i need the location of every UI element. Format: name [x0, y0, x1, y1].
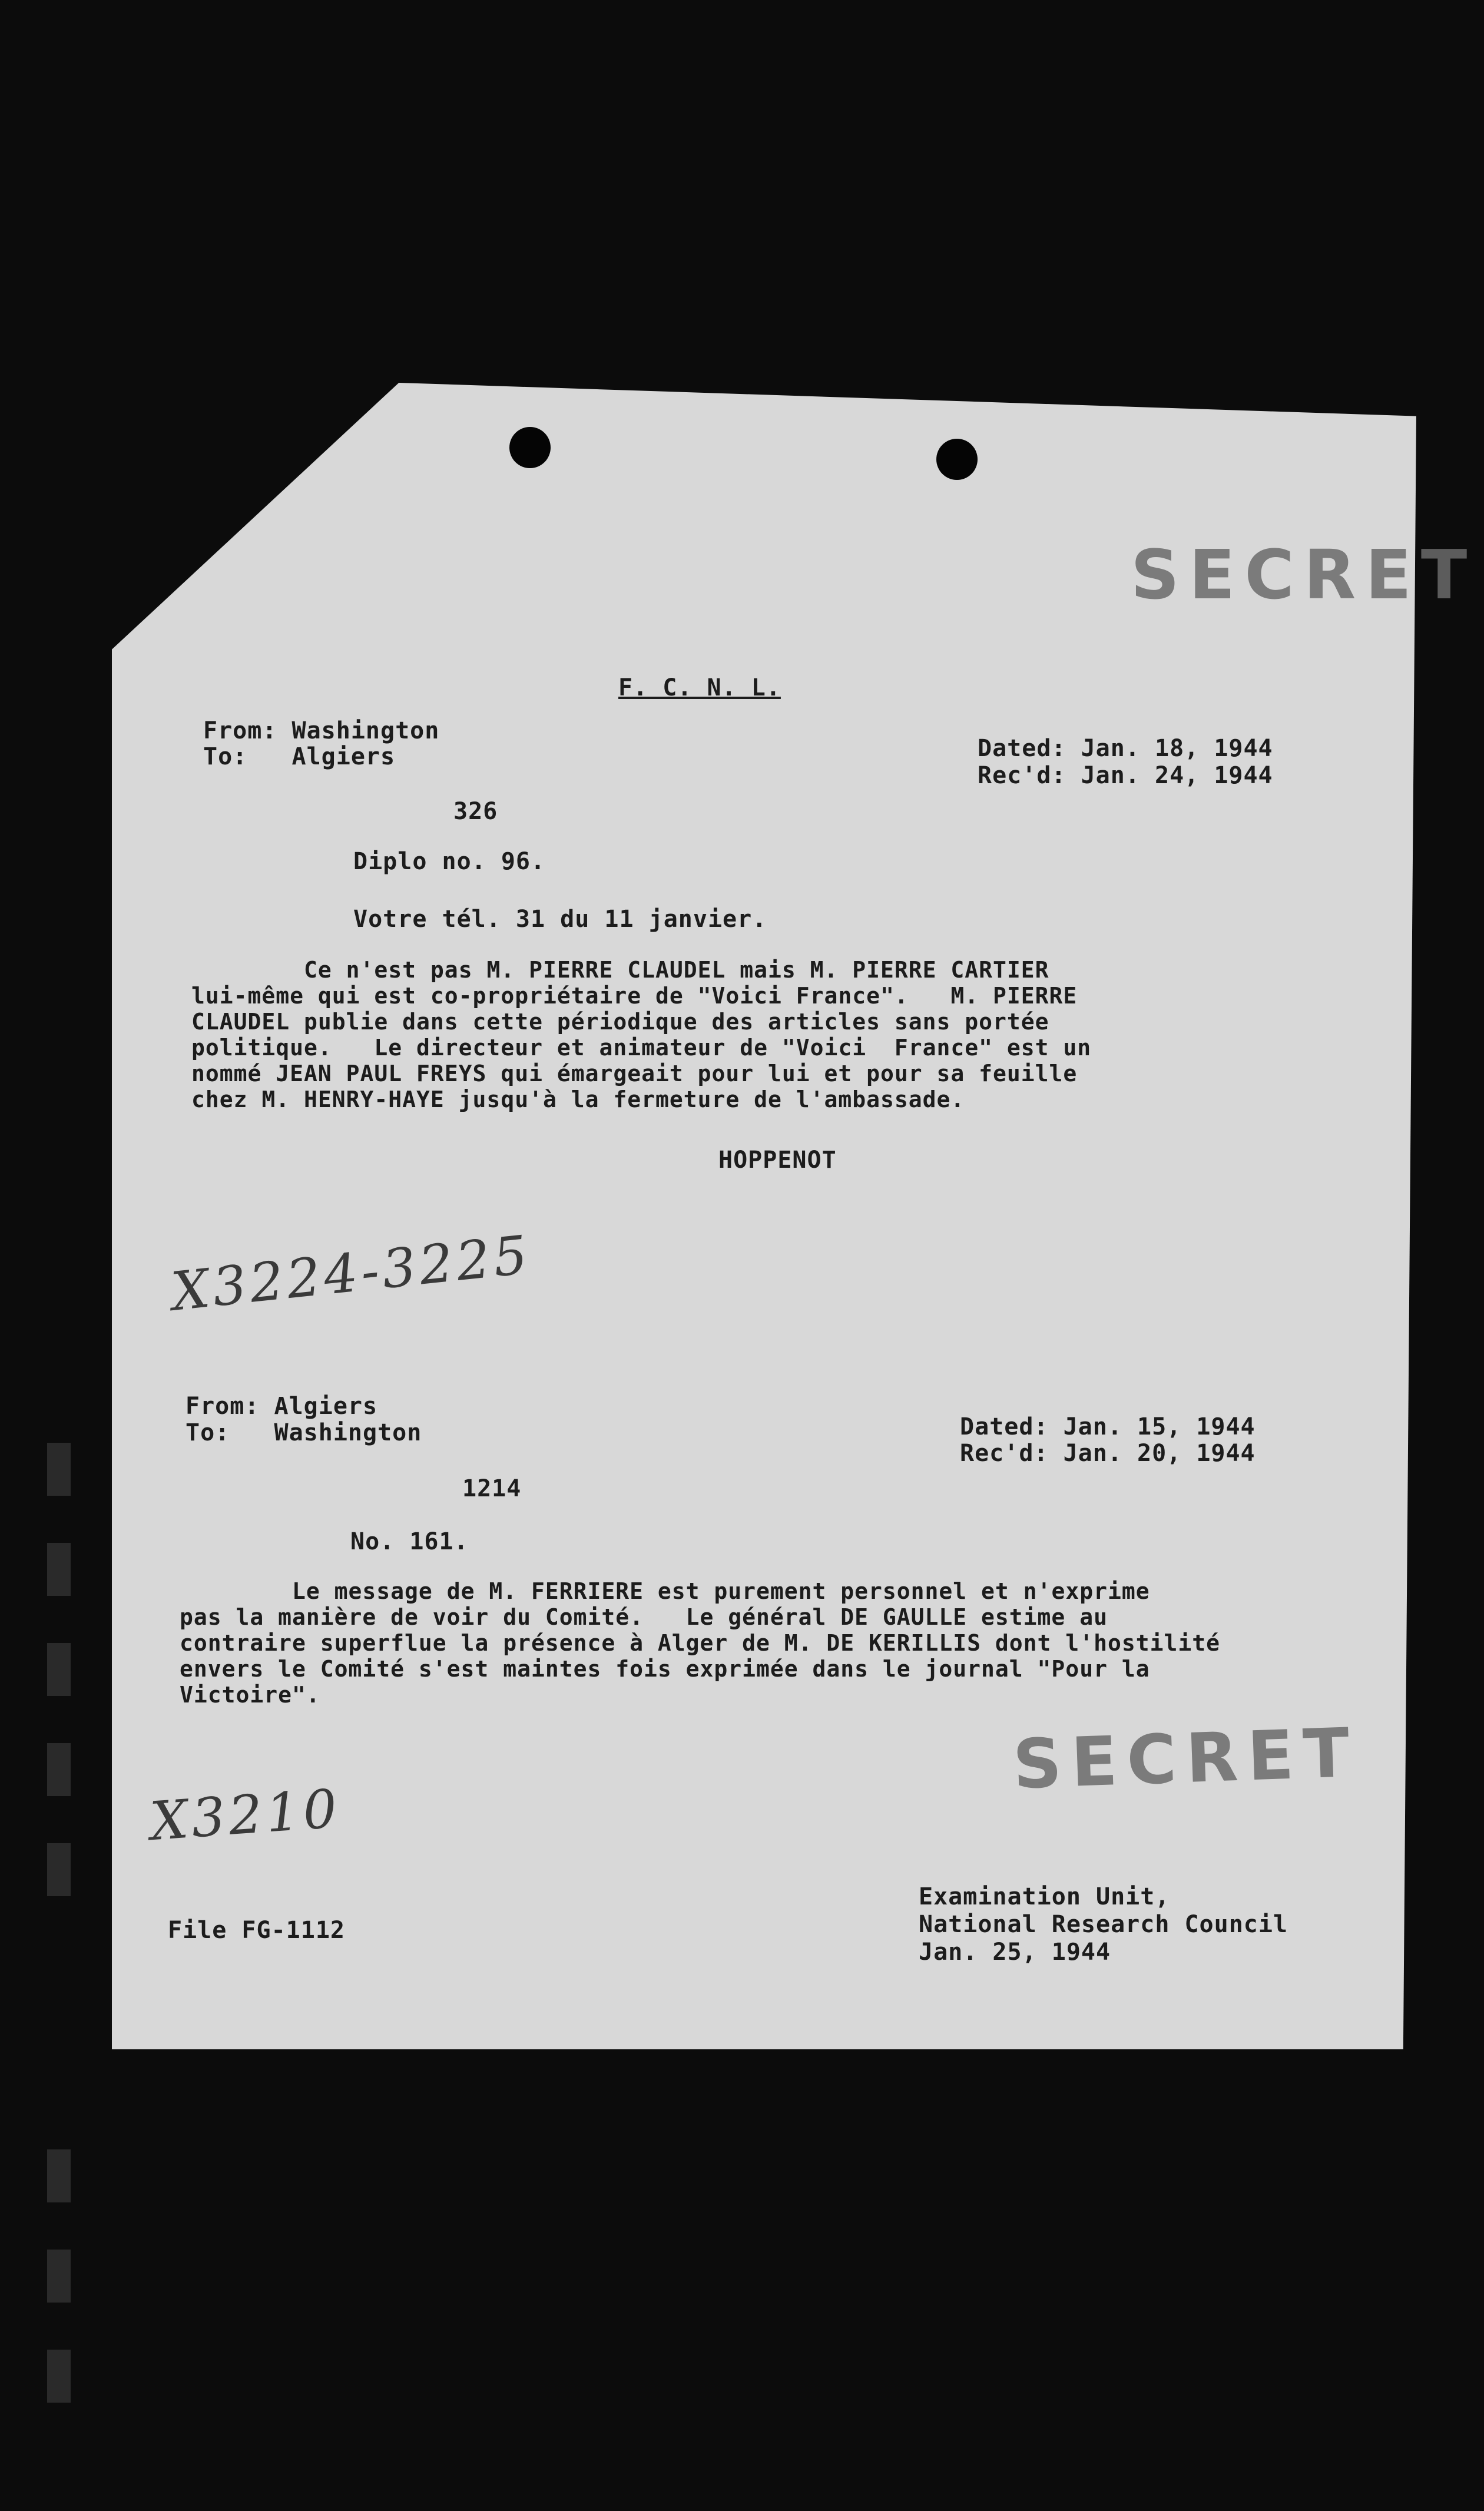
message1-signature: HOPPENOT: [718, 1147, 837, 1174]
examination-unit-line1: Examination Unit,: [919, 1883, 1170, 1910]
message1-body: Ce n'est pas M. PIERRE CLAUDEL mais M. PIERRE CARTIER lui-même qui est co-propriétaire de "Voici France". M. PIERRE CLAUDEL publie dans cette périodique des articles sans portée politique. Le directeur et animateur de "Voici France" est un nommé JEAN PAUL FREYS qui émargeait pour lui et pour sa feuille chez M. HENRY-HAYE jusqu'à la fermeture de l'ambassade.: [191, 957, 1092, 1112]
message1-handwritten-note: X3224-3225: [168, 1224, 534, 1323]
punch-hole-left: [509, 427, 551, 468]
film-edge-mark: [47, 2149, 71, 2202]
film-edge-mark: [47, 1443, 71, 1496]
punch-hole-right: [936, 439, 978, 480]
secret-stamp-top: SECRET: [1131, 536, 1477, 615]
message2-handwritten-note: X3210: [148, 1777, 343, 1853]
message2-number: 1214: [462, 1475, 522, 1502]
examination-unit-line3: Jan. 25, 1944: [919, 1939, 1111, 1966]
file-reference: File FG-1112: [168, 1917, 345, 1944]
message1-from: From: Washington: [203, 717, 440, 744]
film-edge-mark: [47, 1543, 71, 1596]
message2-received: Rec'd: Jan. 20, 1944: [960, 1440, 1256, 1467]
secret-stamp-bottom: SECRET: [1011, 1713, 1360, 1805]
message2-to: To: Washington: [186, 1419, 422, 1446]
message1-diplo: Diplo no. 96.: [353, 848, 546, 875]
message1-dated: Dated: Jan. 18, 1944: [978, 735, 1273, 762]
message1-reference: Votre tél. 31 du 11 janvier.: [353, 906, 767, 933]
film-edge-mark: [47, 2250, 71, 2303]
message2-from: From: Algiers: [186, 1393, 378, 1420]
message2-body: Le message de M. FERRIERE est purement personnel et n'exprime pas la manière de voir du Comité. Le général DE GAULLE estime au contraire superflue la présence à Alger de M. DE KERILLIS dont l'hostilité envers le Comité s'est maintes fois exprimée dans le journal "Pour la Victoire".: [180, 1578, 1220, 1708]
document-heading: F. C. N. L.: [618, 674, 781, 701]
film-edge-mark: [47, 1843, 71, 1896]
message1-number: 326: [453, 798, 498, 825]
film-edge-mark: [47, 1743, 71, 1796]
message2-dated: Dated: Jan. 15, 1944: [960, 1413, 1256, 1440]
examination-unit-line2: National Research Council: [919, 1911, 1288, 1938]
message1-received: Rec'd: Jan. 24, 1944: [978, 762, 1273, 789]
film-edge-mark: [47, 2350, 71, 2403]
film-edge-mark: [47, 1643, 71, 1696]
message1-to: To: Algiers: [203, 743, 396, 770]
message2-no: No. 161.: [350, 1528, 469, 1555]
